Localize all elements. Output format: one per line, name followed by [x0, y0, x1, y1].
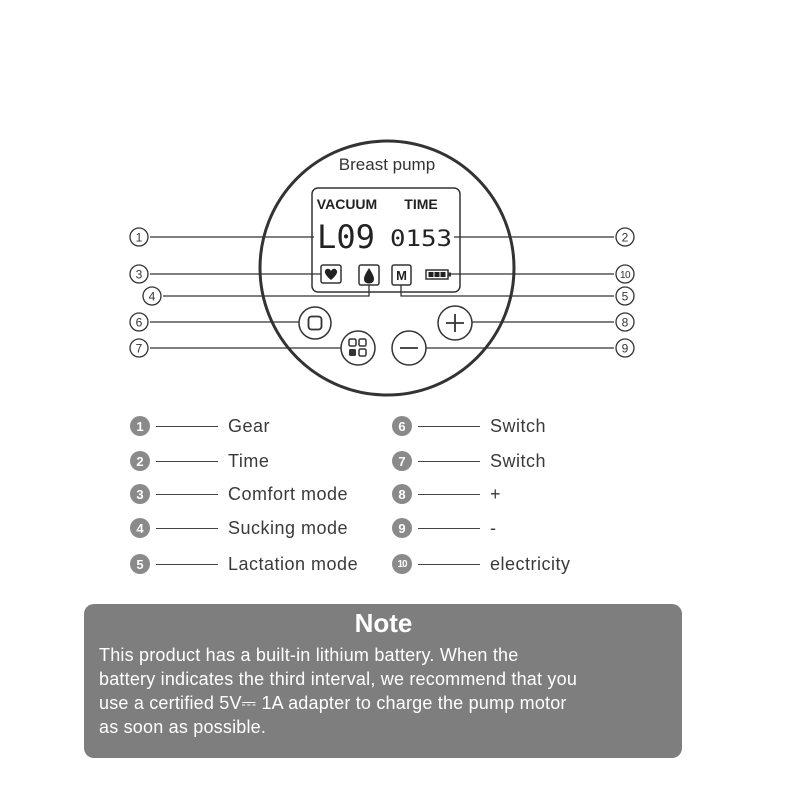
legend-item-lactation-mode — [130, 552, 358, 576]
legend-line — [156, 564, 218, 565]
legend-label: - — [490, 517, 497, 538]
note-box — [84, 604, 682, 758]
legend-number: 6 — [392, 416, 412, 436]
legend-label: Gear — [228, 415, 271, 436]
legend-line — [418, 461, 480, 462]
svg-text:7: 7 — [135, 341, 143, 356]
note-line: battery indicates the third interval, we recommend that you — [99, 669, 578, 689]
svg-text:8: 8 — [621, 315, 629, 330]
svg-text:1: 1 — [135, 230, 143, 245]
legend-item-switch-7 — [392, 449, 546, 473]
svg-text:10: 10 — [619, 270, 631, 281]
legend-item-minus — [392, 516, 497, 540]
legend-line — [156, 461, 218, 462]
callout-8 — [616, 313, 634, 331]
minus-button[interactable] — [392, 331, 426, 365]
note-line: as soon as possible. — [99, 717, 267, 737]
note-line: This product has a built-in lithium battery. When the — [99, 645, 519, 665]
legend-label: Comfort mode — [228, 483, 349, 504]
legend-number: 3 — [130, 484, 150, 504]
legend-label: Switch — [490, 450, 547, 471]
legend-number: 7 — [392, 451, 412, 471]
note-body — [99, 643, 668, 739]
legend-item-comfort-mode — [130, 482, 348, 506]
svg-text:5: 5 — [621, 289, 629, 304]
legend-line — [418, 528, 480, 529]
legend-line — [418, 494, 480, 495]
legend-item-gear — [130, 414, 270, 438]
legend-label: Lactation mode — [228, 553, 359, 574]
note-title: Note — [354, 608, 413, 638]
legend-item-electricity — [392, 552, 571, 576]
gear-value: L09 — [317, 218, 375, 256]
device-title: Breast pump — [338, 155, 436, 174]
legend-label: + — [490, 483, 502, 504]
legend-number: 2 — [130, 451, 150, 471]
callout-4 — [143, 287, 161, 305]
callout-9 — [616, 339, 634, 357]
svg-text:6: 6 — [135, 315, 143, 330]
power-switch-button[interactable] — [299, 307, 331, 339]
legend-item-sucking-mode — [130, 516, 348, 540]
callout-5 — [616, 287, 634, 305]
svg-text:2: 2 — [621, 230, 629, 245]
legend-number: 5 — [130, 554, 150, 574]
legend-item-time — [130, 449, 269, 473]
legend-number: 4 — [130, 518, 150, 538]
legend-line — [418, 426, 480, 427]
legend-line — [156, 528, 218, 529]
legend-number: 8 — [392, 484, 412, 504]
battery-icon — [426, 270, 451, 279]
callout-10 — [616, 265, 634, 283]
plus-button[interactable] — [438, 306, 472, 340]
legend-number: 9 — [392, 518, 412, 538]
callout-3 — [130, 265, 148, 283]
vacuum-label: VACUUM — [316, 196, 378, 212]
legend-label: Switch — [490, 415, 547, 436]
svg-text:3: 3 — [135, 267, 143, 282]
callout-1 — [130, 228, 148, 246]
time-label: TIME — [404, 196, 438, 212]
legend-label: electricity — [490, 553, 571, 574]
mode-m-label: M — [396, 268, 407, 283]
callout-6 — [130, 313, 148, 331]
svg-text:4: 4 — [148, 289, 156, 304]
time-value: 0153 — [390, 227, 452, 252]
legend-label: Time — [228, 450, 270, 471]
legend-number: 10 — [392, 554, 412, 574]
legend-item-switch-6 — [392, 414, 546, 438]
mode-switch-button[interactable] — [341, 331, 375, 365]
legend-number: 1 — [130, 416, 150, 436]
legend-line — [418, 564, 480, 565]
callout-2 — [616, 228, 634, 246]
callout-7 — [130, 339, 148, 357]
legend-line — [156, 494, 218, 495]
legend-item-plus — [392, 482, 501, 506]
legend-label: Sucking mode — [228, 517, 349, 538]
legend-line — [156, 426, 218, 427]
note-line: use a certified 5V⎓ 1A adapter to charge the pump motor — [99, 693, 567, 713]
svg-text:9: 9 — [621, 341, 629, 356]
